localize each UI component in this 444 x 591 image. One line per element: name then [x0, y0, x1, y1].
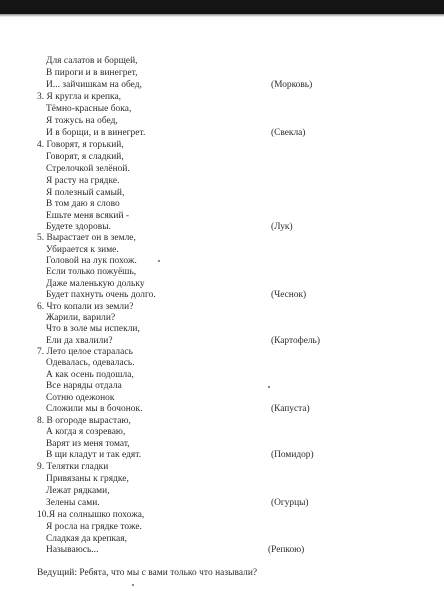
poem-line: 6. Что копали из земли? — [37, 302, 134, 312]
riddle-answer: (Картофель) — [271, 336, 320, 346]
poem-line: Тёмно-красные бока, — [46, 104, 132, 114]
poem-line: Я полезный самый, — [46, 188, 125, 198]
poem-line: 7. Лето целое старалась — [37, 347, 133, 357]
poem-line: Лежат рядками, — [46, 486, 110, 496]
poem-line: 9. Телятки гладки — [37, 462, 109, 472]
poem-line: Привязаны к грядке, — [46, 474, 129, 484]
poem-line: Варят из меня томат, — [46, 439, 130, 449]
scan-speck — [268, 386, 270, 388]
poem-line: Я тожусь на обед, — [46, 116, 118, 126]
poem-line: Называюсь... — [46, 545, 99, 555]
riddle-answer: (Морковь) — [271, 80, 313, 90]
riddle-answer: (Лук) — [271, 222, 293, 232]
riddle-answer: (Репкою) — [268, 545, 305, 555]
poem-line: Убирается к зиме. — [46, 245, 119, 255]
poem-line: Будет пахнуть очень долго. — [46, 290, 156, 300]
poem-line: В щи кладут и так едят. — [46, 450, 142, 460]
poem-line: А как осень подошла, — [46, 370, 134, 380]
scan-top-edge — [0, 0, 444, 14]
scan-top-shadow — [0, 14, 444, 17]
poem-line: Я расту на грядке. — [46, 176, 120, 186]
riddle-answer: (Капуста) — [271, 404, 310, 414]
poem-line: Для салатов и борщей, — [46, 56, 138, 66]
poem-line: Говорят, я сладкий, — [46, 152, 124, 162]
poem-line: В том даю я слово — [46, 199, 120, 209]
poem-line: Что в золе мы испекли, — [46, 324, 140, 334]
poem-line: Я росла на грядке тоже. — [46, 522, 142, 532]
poem-line: В пироги и в винегрет, — [46, 68, 138, 78]
poem-line: И... зайчишкам на обед, — [46, 80, 142, 90]
poem-line: Сложили мы в бочонок. — [46, 404, 143, 414]
poem-line: Стрелочкой зелёной. — [46, 164, 130, 174]
poem-line: 5. Вырастает он в земле, — [37, 233, 136, 243]
poem-line: 8. В огороде вырастаю, — [37, 416, 131, 426]
poem-line: 4. Говорят, я горький, — [37, 140, 124, 150]
host-line: Ведущий: Ребята, что мы с вами только что называли? — [37, 568, 258, 578]
poem-line: Все наряды отдала — [46, 381, 122, 391]
poem-line: Головой на лук похож. — [46, 256, 137, 266]
scan-speck — [158, 260, 160, 262]
poem-line: Будете здоровы. — [46, 222, 111, 232]
riddle-answer: (Огурцы) — [271, 498, 309, 508]
poem-line: Сотню одежонок — [46, 393, 115, 403]
poem-line: Жарили, варили? — [46, 313, 116, 323]
poem-line: 3. Я кругла и крепка, — [37, 92, 122, 102]
poem-line: Одевалась, одевалась. — [46, 358, 135, 368]
riddle-answer: (Помидор) — [271, 450, 314, 460]
scan-speck — [132, 584, 134, 586]
poem-line: Если только пожуёшь, — [46, 267, 137, 277]
riddle-answer: (Чеснок) — [271, 290, 307, 300]
poem-line: Ешьте меня всякий - — [46, 211, 130, 221]
poem-line: И в борщи, и в винегрет. — [46, 128, 146, 138]
riddle-answer: (Свекла) — [271, 128, 306, 138]
poem-line: Сладкая да крепкая, — [46, 534, 127, 544]
poem-line: 10.Я на солнышко похожа, — [37, 510, 145, 520]
poem-line: А когда я созреваю, — [46, 427, 126, 437]
poem-line: Зелены сами. — [46, 498, 100, 508]
poem-line: Ели да хвалили? — [46, 336, 113, 346]
poem-line: Даже маленькую дольку — [46, 279, 145, 289]
